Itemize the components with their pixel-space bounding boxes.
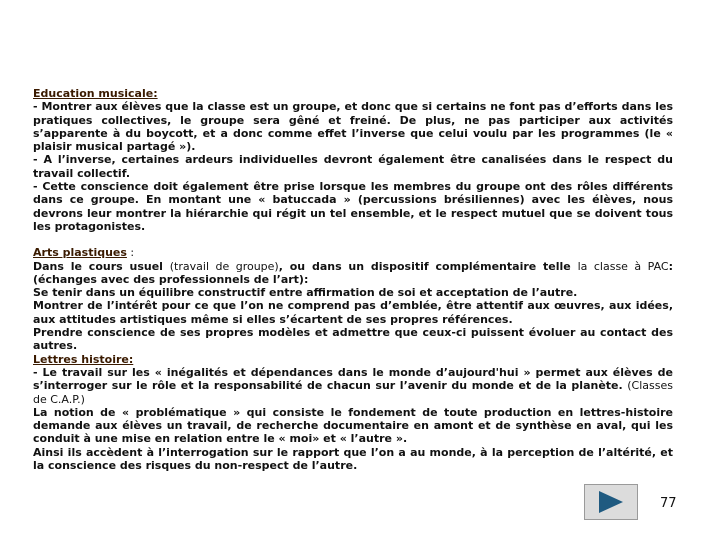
arts-p1-a: Dans le cours usuel bbox=[33, 259, 170, 273]
arts-paragraph-4: Prendre conscience de ses propres modèles et admettre que ceux-ci puissent évoluer au contact des autres. bbox=[33, 326, 673, 353]
arts-heading: Arts plastiques bbox=[33, 246, 127, 260]
letters-paragraph-2: La notion de « problématique » qui consiste le fondement de toute production en lettres-histoire demande aux élèves un travail, de recherche documentaire en amont et de synthèse en aval, qui les conduit à une mise en relation entre le « moi» et « l’autre ». bbox=[33, 405, 673, 446]
slide-content bbox=[33, 87, 673, 472]
section-gap bbox=[33, 233, 673, 246]
arts-p1-d: la classe à PAC bbox=[577, 259, 669, 273]
letters-p1-a: - Le travail sur les « inégalités et dépendances dans le monde d’aujourd'hui » permet aux élèves de s’interroger sur le rôle et la responsabilité de chacun sur l’avenir du monde et de la planète. bbox=[33, 365, 673, 393]
arts-p1-e: : (échanges avec des professionnels de l’art): bbox=[33, 259, 674, 286]
music-paragraph-2: - A l’inverse, certaines ardeurs individuelles devront également être canalisées dans le respect du travail collectif. bbox=[33, 153, 673, 180]
music-paragraph-1: - Montrer aux élèves que la classe est un groupe, et donc que si certains ne font pas d’efforts dans les pratiques collectives, le groupe sera gêné et freiné. De plus, ne pas participer aux activités s’apparente à du boycott, et a donc comme effet l’inverse que celui voulu par les programmes (le « plaisir musical partagé »). bbox=[33, 100, 673, 154]
arts-p1-c: , ou dans un dispositif complémentaire telle bbox=[278, 259, 578, 273]
letters-p1-b: (Classes de C.A.P.) bbox=[33, 379, 673, 406]
next-slide-button[interactable] bbox=[584, 484, 638, 520]
arts-heading-line bbox=[33, 246, 673, 259]
music-paragraph-3: - Cette conscience doit également être prise lorsque les membres du groupe ont des rôles différents dans ce groupe. En montant une « batuccada » (percussions brésiliennes) avec les élèves, nous devrons leur montrer la hiérarchie qui régit un tel ensemble, et le respect mutuel que se doivent tous les protagonistes. bbox=[33, 180, 673, 233]
page-number: 77 bbox=[660, 496, 677, 511]
arts-p1-b: (travail de groupe) bbox=[169, 259, 279, 273]
letters-heading: Lettres histoire: bbox=[33, 352, 134, 366]
music-heading: Education musicale: bbox=[33, 87, 158, 100]
arts-paragraph-1 bbox=[33, 260, 673, 287]
arts-paragraph-3: Montrer de l’intérêt pour ce que l’on ne comprend pas d’emblée, être attentif aux œuvres, aux idées, aux attitudes artistiques même si elles s’écartent de ses propres références. bbox=[33, 299, 673, 326]
arts-heading-suffix: : bbox=[126, 246, 135, 260]
letters-paragraph-1 bbox=[33, 366, 673, 406]
arts-paragraph-2: Se tenir dans un équilibre constructif entre affirmation de soi et acceptation de l’autre. bbox=[33, 286, 578, 300]
play-arrow-icon bbox=[596, 489, 626, 515]
letters-paragraph-3: Ainsi ils accèdent à l’interrogation sur le rapport que l’on a au monde, à la perception de l’altérité, et la conscience des risques du non-respect de l’autre. bbox=[33, 445, 673, 473]
